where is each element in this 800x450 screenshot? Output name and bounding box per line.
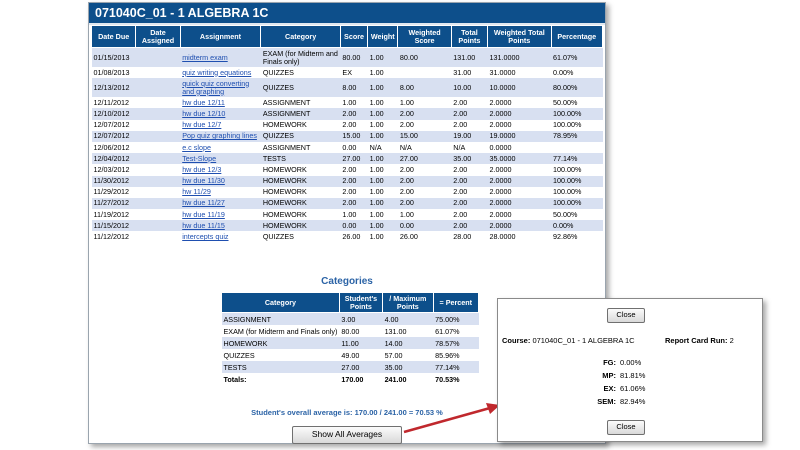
assignment-link[interactable]: Test-Slope [182,153,217,163]
student-points-cell: 27.00 [339,361,382,373]
assignment-link[interactable]: hw due 11/30 [182,176,225,186]
categories-title: Categories [321,276,373,287]
percentage-cell: 92.86% [551,231,602,242]
date-due-cell: 12/03/2012 [92,164,136,175]
course-label: Course: [502,336,531,345]
total-points-cell: 2.00 [451,220,487,231]
percent-cell: 85.96% [433,349,478,361]
weighted-score-cell: 2.00 [398,120,451,131]
close-button-top[interactable]: Close [607,308,645,323]
total-points-cell: 131.00 [451,48,487,68]
total-points-cell: 2.00 [451,97,487,108]
total-points-cell: 10.00 [451,78,487,97]
weight-cell: 1.00 [368,97,398,108]
weighted-score-cell: 8.00 [398,78,451,97]
average-value: 81.81% [620,371,646,380]
totals-cell: 70.53% [433,373,478,385]
assignment-link[interactable]: hw due 12/3 [182,164,222,174]
col-weighted-total-points[interactable]: Weighted Total Points [488,26,551,48]
weighted-score-cell: N/A [398,142,451,153]
totals-cell: 241.00 [383,373,434,385]
category-cell: QUIZZES [261,67,341,78]
show-all-averages-button[interactable]: Show All Averages [292,426,402,444]
assignment-link[interactable]: quick quiz converting and graphing [182,78,250,96]
overall-average: Student's overall average is: 170.00 / 241.00 = 70.53 % [251,408,443,417]
weight-cell: 1.00 [368,120,398,131]
percent-cell: 77.14% [433,361,478,373]
category-cell: HOMEWORK [261,209,341,220]
category-cell: HOMEWORK [261,176,341,187]
cat-col-student-points: Student's Points [339,293,382,313]
date-due-cell: 11/19/2012 [92,209,136,220]
weighted-total-points-cell: 2.0000 [488,97,551,108]
assignment-link[interactable]: hw due 12/11 [182,97,225,107]
category-name-cell: EXAM (for Midterm and Finals only) [223,326,338,336]
category-cell: HOMEWORK [261,120,341,131]
score-cell: 1.00 [340,209,367,220]
cat-col-percent: = Percent [433,293,478,313]
close-button-bottom[interactable]: Close [607,420,645,435]
category-cell: QUIZZES [261,231,341,242]
total-points-cell: 2.00 [451,176,487,187]
average-value: 0.00% [620,358,642,367]
date-due-cell: 01/08/2013 [92,67,136,78]
category-name-cell: TESTS [222,361,340,373]
date-due-cell: 11/29/2012 [92,187,136,198]
percent-cell: 78.57% [433,337,478,349]
arrow-line [404,408,490,432]
weight-cell: 1.00 [368,209,398,220]
score-cell: 2.00 [340,198,367,209]
score-cell: 2.00 [340,164,367,175]
average-mp [498,371,648,380]
category-cell: ASSIGNMENT [261,97,341,108]
score-cell: 80.00 [340,48,367,68]
percentage-cell: 77.14% [551,153,602,164]
weight-cell: 1.00 [368,131,398,142]
weighted-score-cell: 2.00 [398,176,451,187]
assignment-link[interactable]: quiz writing equations [182,67,252,77]
weighted-total-points-cell: 19.0000 [488,131,551,142]
weight-cell: 1.00 [368,231,398,242]
date-due-cell: 12/04/2012 [92,153,136,164]
weight-cell: 1.00 [368,164,398,175]
weight-cell: 1.00 [368,78,398,97]
date-due-cell: 12/06/2012 [92,142,136,153]
average-label: FG: [603,358,616,367]
student-points-cell: 3.00 [339,313,382,326]
date-due-cell: 01/15/2013 [92,48,136,68]
col-weight[interactable]: Weight [368,26,398,48]
score-cell: EX [340,67,367,78]
category-cell: QUIZZES [261,131,341,142]
weight-cell: 1.00 [368,108,398,119]
score-cell: 2.00 [340,176,367,187]
date-due-cell: 11/15/2012 [92,220,136,231]
weighted-score-cell: 2.00 [398,164,451,175]
weighted-total-points-cell: 28.0000 [488,231,551,242]
weighted-score-cell: 2.00 [398,198,451,209]
category-cell: HOMEWORK [261,198,341,209]
totals-cell: 170.00 [339,373,382,385]
total-points-cell: 2.00 [451,187,487,198]
max-points-cell: 4.00 [383,313,434,326]
category-name-cell: ASSIGNMENT [222,313,340,326]
date-due-cell: 12/07/2012 [92,131,136,142]
col-category[interactable]: Category [261,26,341,48]
col-score[interactable]: Score [340,26,367,48]
assignment-link[interactable]: hw 11/29 [182,187,211,197]
assignment-link[interactable]: Pop quiz graphing lines [182,131,257,141]
date-due-cell: 12/10/2012 [92,108,136,119]
score-cell: 2.00 [340,120,367,131]
col-percentage[interactable]: Percentage [551,26,602,48]
assignment-link[interactable]: midterm exam [182,52,228,62]
col-date-assigned[interactable]: Date Assigned [136,26,180,48]
category-cell: HOMEWORK [261,220,341,231]
weight-cell: 1.00 [368,48,398,68]
category-cell: HOMEWORK [261,187,341,198]
weighted-total-points-cell: 2.0000 [488,220,551,231]
score-cell: 1.00 [340,97,367,108]
percentage-cell: 50.00% [551,209,602,220]
report-card-label: Report Card Run: [665,336,728,345]
category-name-cell: QUIZZES [222,349,340,361]
weighted-total-points-cell: 35.0000 [488,153,551,164]
assignment-link[interactable]: e.c slope [182,142,211,152]
assignment-link[interactable]: intercepts quiz [182,232,229,242]
percentage-cell: 100.00% [551,176,602,187]
total-points-cell: N/A [451,142,487,153]
weighted-total-points-cell: 2.0000 [488,164,551,175]
weight-cell: 1.00 [368,176,398,187]
percentage-cell: 50.00% [551,97,602,108]
weight-cell: 1.00 [368,220,398,231]
student-points-cell: 11.00 [339,337,382,349]
total-points-cell: 28.00 [451,231,487,242]
average-label: EX: [603,384,616,393]
weighted-total-points-cell: 2.0000 [488,108,551,119]
percentage-cell: 78.95% [551,131,602,142]
weighted-score-cell: 2.00 [398,187,451,198]
report-card-run [665,336,734,345]
totals-cell: Totals: [222,373,340,385]
weighted-score-cell: 27.00 [398,153,451,164]
weighted-score-cell: 15.00 [398,131,451,142]
score-cell: 2.00 [340,187,367,198]
percentage-cell: 61.07% [551,48,602,68]
total-points-cell: 2.00 [451,164,487,175]
category-cell: TESTS [261,153,341,164]
weighted-score-cell: 26.00 [398,231,451,242]
course-title: 071040C_01 - 1 ALGEBRA 1C [89,3,605,25]
category-cell: ASSIGNMENT [261,142,341,153]
average-label: MP: [602,371,616,380]
assignment-link[interactable]: hw due 11/19 [182,209,225,219]
weighted-total-points-cell: 31.0000 [488,67,551,78]
percentage-cell: 100.00% [551,120,602,131]
score-cell: 0.00 [340,142,367,153]
average-ex [498,384,648,393]
total-points-cell: 31.00 [451,67,487,78]
percentage-cell: 100.00% [551,164,602,175]
weighted-score-cell: 1.00 [398,209,451,220]
percentage-cell: 80.00% [551,78,602,97]
weight-cell: 1.00 [368,198,398,209]
averages-popup [497,298,763,442]
category-cell: ASSIGNMENT [261,108,341,119]
assignment-link[interactable]: hw due 11/15 [182,220,225,230]
percent-cell: 75.00% [433,313,478,326]
score-cell: 2.00 [340,108,367,119]
total-points-cell: 2.00 [451,120,487,131]
average-label: SEM: [597,397,616,406]
date-due-cell: 12/11/2012 [92,97,136,108]
date-due-cell: 12/13/2012 [92,78,136,97]
score-cell: 27.00 [340,153,367,164]
percentage-cell: 0.00% [551,220,602,231]
category-cell: QUIZZES [261,78,341,97]
weighted-total-points-cell: 2.0000 [488,120,551,131]
weighted-total-points-cell: 2.0000 [488,198,551,209]
student-points-cell: 80.00 [339,325,382,337]
percentage-cell: 100.00% [551,198,602,209]
assignment-link[interactable]: hw due 12/10 [182,108,226,118]
weight-cell: N/A [368,142,398,153]
category-cell: EXAM (for Midterm and Finals only) [261,48,341,68]
weighted-score-cell: 1.00 [398,97,451,108]
average-sem [498,397,648,406]
average-value: 61.06% [620,384,646,393]
category-name-cell: HOMEWORK [222,337,340,349]
max-points-cell: 131.00 [383,325,434,337]
weighted-total-points-cell: 2.0000 [488,187,551,198]
total-points-cell: 2.00 [451,198,487,209]
weighted-score-cell: 0.00 [398,220,451,231]
average-fg [498,358,648,367]
weighted-total-points-cell: 2.0000 [488,209,551,220]
total-points-cell: 19.00 [451,131,487,142]
score-cell: 8.00 [340,78,367,97]
average-value: 82.94% [620,397,646,406]
weighted-total-points-cell: 0.0000 [488,142,551,153]
score-cell: 15.00 [340,131,367,142]
weighted-total-points-cell: 131.0000 [488,48,551,68]
weight-cell: 1.00 [368,187,398,198]
score-cell: 26.00 [340,231,367,242]
max-points-cell: 57.00 [383,349,434,361]
col-date-due[interactable]: Date Due [92,26,136,48]
percentage-cell: 0.00% [551,67,602,78]
percent-cell: 61.07% [433,325,478,337]
total-points-cell: 2.00 [451,108,487,119]
weighted-score-cell: 2.00 [398,108,451,119]
weight-cell: 1.00 [368,67,398,78]
max-points-cell: 14.00 [383,337,434,349]
percentage-cell: 100.00% [551,108,602,119]
category-cell: HOMEWORK [261,164,341,175]
weight-cell: 1.00 [368,153,398,164]
assignment-link[interactable]: hw due 11/27 [182,198,225,208]
weighted-score-cell: 80.00 [398,48,451,68]
col-weighted-score[interactable]: Weighted Score [398,26,451,48]
report-card-value: 2 [729,336,734,345]
date-due-cell: 11/30/2012 [92,176,136,187]
date-due-cell: 11/27/2012 [92,198,136,209]
col-total-points[interactable]: Total Points [451,26,487,48]
weighted-total-points-cell: 2.0000 [488,176,551,187]
weighted-total-points-cell: 10.0000 [488,78,551,97]
date-due-cell: 12/07/2012 [92,120,136,131]
percentage-cell: 100.00% [551,187,602,198]
score-cell: 0.00 [340,220,367,231]
cat-col-category: Category [222,293,340,313]
date-due-cell: 11/12/2012 [92,231,136,242]
student-points-cell: 49.00 [339,349,382,361]
total-points-cell: 35.00 [451,153,487,164]
total-points-cell: 2.00 [451,209,487,220]
course-value: 071040C_01 - 1 ALGEBRA 1C [532,336,635,345]
assignment-link[interactable]: hw due 12/7 [182,120,222,130]
cat-col-max-points: / Maximum Points [383,293,434,313]
col-assignment[interactable]: Assignment [180,26,261,48]
max-points-cell: 35.00 [383,361,434,373]
